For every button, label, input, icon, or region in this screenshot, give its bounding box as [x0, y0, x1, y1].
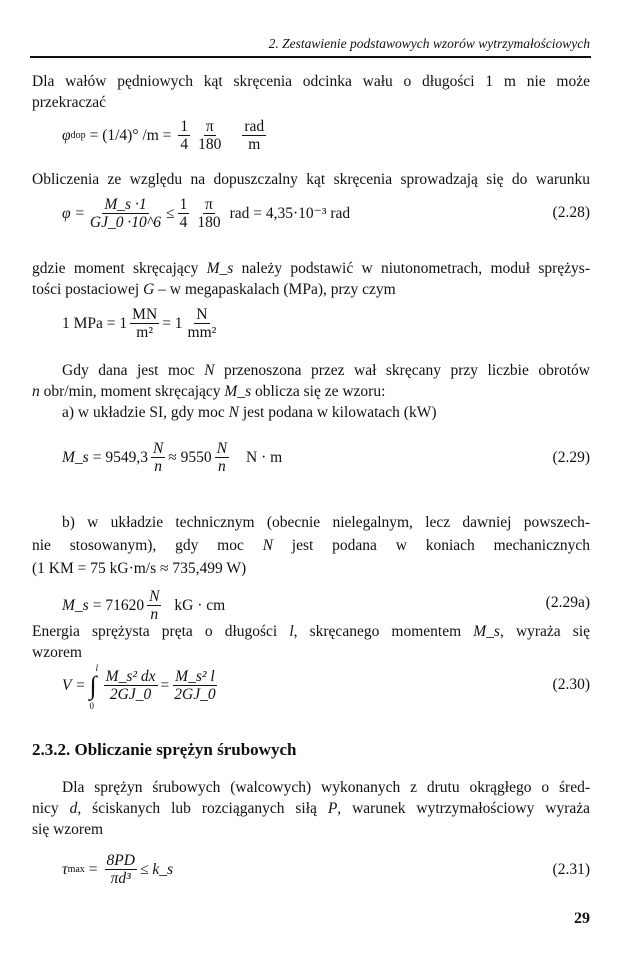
eq-rhs: ≤ k_s — [139, 860, 173, 878]
fraction — [242, 118, 266, 153]
paragraph-line: przekraczać — [32, 94, 106, 111]
denominator: mm² — [187, 324, 217, 341]
denominator: GJ_0 ·10^6 — [89, 214, 162, 231]
numerator: M_s² l — [175, 668, 215, 685]
equation-number: (2.31) — [552, 861, 590, 878]
eq-lhs: M_s — [62, 448, 89, 466]
upper-limit: l — [95, 662, 99, 673]
paragraph-line — [32, 799, 590, 819]
text: należy podstawić w niutonometrach, moduł sprężys- — [233, 260, 590, 277]
variable: N — [204, 362, 215, 379]
equation-number: (2.30) — [552, 676, 590, 693]
text: gdzie moment skręcający — [32, 260, 207, 277]
equation-2-29 — [62, 440, 282, 475]
eq-const: = 71620 — [92, 596, 145, 614]
denominator: m² — [136, 324, 153, 341]
header-rule — [30, 56, 591, 58]
variable: M_s — [473, 623, 500, 640]
integral-sign: ∫ l 0 — [89, 662, 99, 711]
fraction — [178, 118, 190, 153]
denominator: 180 — [198, 136, 222, 153]
fraction — [105, 852, 137, 887]
equation-2-30 — [62, 662, 221, 711]
text: tości postaciowej — [32, 281, 144, 298]
text: jest podana w kilowatach (kW) — [238, 404, 437, 421]
paragraph-line — [62, 361, 590, 381]
variable: N — [262, 537, 273, 554]
eq-mid: = (1/4)° /m = — [89, 126, 172, 144]
fraction — [172, 668, 217, 703]
text: nicy — [32, 800, 70, 817]
variable: n — [32, 383, 40, 400]
fraction — [186, 306, 219, 341]
equation-number: (2.29a) — [545, 594, 590, 611]
eq-lhs: 1 MPa = 1 — [62, 314, 128, 332]
eq-rhs: rad = 4,35·10⁻³ rad — [229, 205, 351, 222]
equation-phi-dop — [62, 118, 269, 153]
numerator: π — [205, 118, 214, 135]
text: , ściskanych lub rozciąganych siłą — [77, 800, 328, 817]
text: – w megapaskalach (MPa), przy czym — [154, 281, 396, 298]
paragraph-line — [32, 536, 590, 556]
paragraph-line: się wzorem — [32, 821, 104, 838]
numerator: N — [149, 588, 160, 605]
numerator: M_s² dx — [105, 668, 156, 685]
equation-number: (2.28) — [552, 204, 590, 221]
denominator: m — [248, 136, 261, 153]
eq-sub: max — [67, 864, 85, 875]
text: , warunek wytrzymałościowy wyraża — [337, 800, 590, 817]
text: a) w układzie SI, gdy moc — [62, 404, 229, 421]
text: obr/min, moment skręcający — [39, 383, 225, 400]
paragraph-line: wzorem — [32, 644, 82, 661]
eq-lhs: M_s — [62, 596, 89, 614]
variable: G — [143, 281, 155, 298]
eq-operator: ≤ — [166, 204, 175, 222]
paragraph-line — [32, 382, 590, 402]
numerator: π — [205, 196, 213, 213]
denominator: n — [154, 458, 162, 475]
paragraph-line — [62, 403, 590, 423]
eq-unit: kG · cm — [174, 596, 226, 614]
numerator: N — [152, 440, 164, 457]
page-number: 29 — [574, 910, 590, 927]
denominator: 2GJ_0 — [174, 686, 216, 703]
fraction — [195, 196, 222, 231]
numerator: rad — [244, 118, 265, 135]
fraction — [88, 196, 163, 231]
paragraph-line: b) w układzie technicznym (obecnie nielegalnym, lecz dawniej powszech- — [62, 514, 590, 531]
numerator: 1 — [179, 196, 188, 213]
text: , skręcanego momentem — [293, 623, 474, 640]
denominator: n — [150, 606, 159, 623]
eq-const: = 9549,3 — [92, 448, 148, 466]
paragraph-line — [32, 259, 590, 279]
fraction — [151, 440, 165, 475]
eq-lhs: τ — [62, 860, 68, 878]
fraction — [147, 588, 161, 623]
fraction — [178, 196, 190, 231]
text: Energia sprężysta pręta o długości — [32, 623, 290, 640]
lower-limit: 0 — [89, 700, 95, 711]
eq-lhs: φ — [62, 126, 71, 144]
numerator: 1 — [180, 118, 189, 135]
paragraph-line — [32, 622, 590, 642]
running-header: 2. Zestawienie podstawowych wzorów wytrzymałościowych — [268, 36, 590, 51]
denominator: 4 — [179, 214, 188, 231]
fraction — [130, 306, 159, 341]
equation-2-31 — [62, 852, 173, 887]
eq-sub: dop — [70, 130, 86, 141]
numerator: M_s ·1 — [104, 196, 147, 213]
numerator: N — [196, 306, 208, 323]
variable: M_s — [224, 383, 252, 400]
fraction — [215, 440, 229, 475]
denominator: 2GJ_0 — [109, 686, 152, 703]
variable: N — [228, 404, 239, 421]
equation-number: (2.29) — [552, 449, 590, 466]
fraction — [104, 668, 158, 703]
paragraph-line: (1 KM = 75 kG·m/s ≈ 735,499 W) — [32, 560, 247, 577]
paragraph-line: Dla sprężyn śrubowych (walcowych) wykonanych z drutu okrągłego o śred- — [62, 779, 590, 796]
text: nie stosowanym), gdy moc — [32, 537, 263, 554]
fraction — [196, 118, 223, 153]
denominator: n — [217, 458, 226, 475]
variable: P — [327, 800, 338, 817]
denominator: 4 — [180, 136, 189, 153]
eq-operator: = — [88, 860, 98, 878]
text: jest podana w koniach mechanicznych — [273, 537, 590, 554]
eq-const: ≈ 9550 — [168, 448, 212, 466]
numerator: 8PD — [106, 852, 135, 869]
eq-unit: N · m — [246, 448, 283, 466]
denominator: 180 — [197, 214, 221, 231]
text: oblicza się ze wzoru: — [251, 383, 386, 400]
variable: l — [289, 623, 294, 640]
variable: d — [69, 800, 78, 817]
text: Gdy dana jest moc — [62, 362, 205, 379]
eq-mid: = 1 — [162, 314, 183, 332]
text: przenoszona przez wał skręcany przy liczbie obrotów — [214, 362, 590, 379]
paragraph-line — [32, 280, 590, 300]
section-heading: 2.3.2. Obliczanie sprężyn śrubowych — [32, 740, 297, 759]
paragraph-line: Obliczenia ze względu na dopuszczalny kąt skręcenia sprowadzają się do warunku — [32, 171, 590, 188]
equation-2-29a — [62, 588, 225, 623]
variable: M_s — [206, 260, 234, 277]
eq-operator: = — [160, 676, 170, 694]
denominator: πd³ — [110, 870, 131, 887]
paragraph-line: Dla wałów pędniowych kąt skręcenia odcinka wału o długości 1 m nie może — [32, 73, 590, 90]
numerator: N — [216, 440, 228, 457]
eq-lhs: φ = — [62, 204, 85, 222]
numerator: MN — [132, 306, 158, 323]
equation-2-28 — [62, 196, 350, 231]
text: , wyraża się — [499, 623, 590, 640]
equation-mpa — [62, 306, 221, 341]
eq-lhs: V = — [62, 676, 86, 694]
